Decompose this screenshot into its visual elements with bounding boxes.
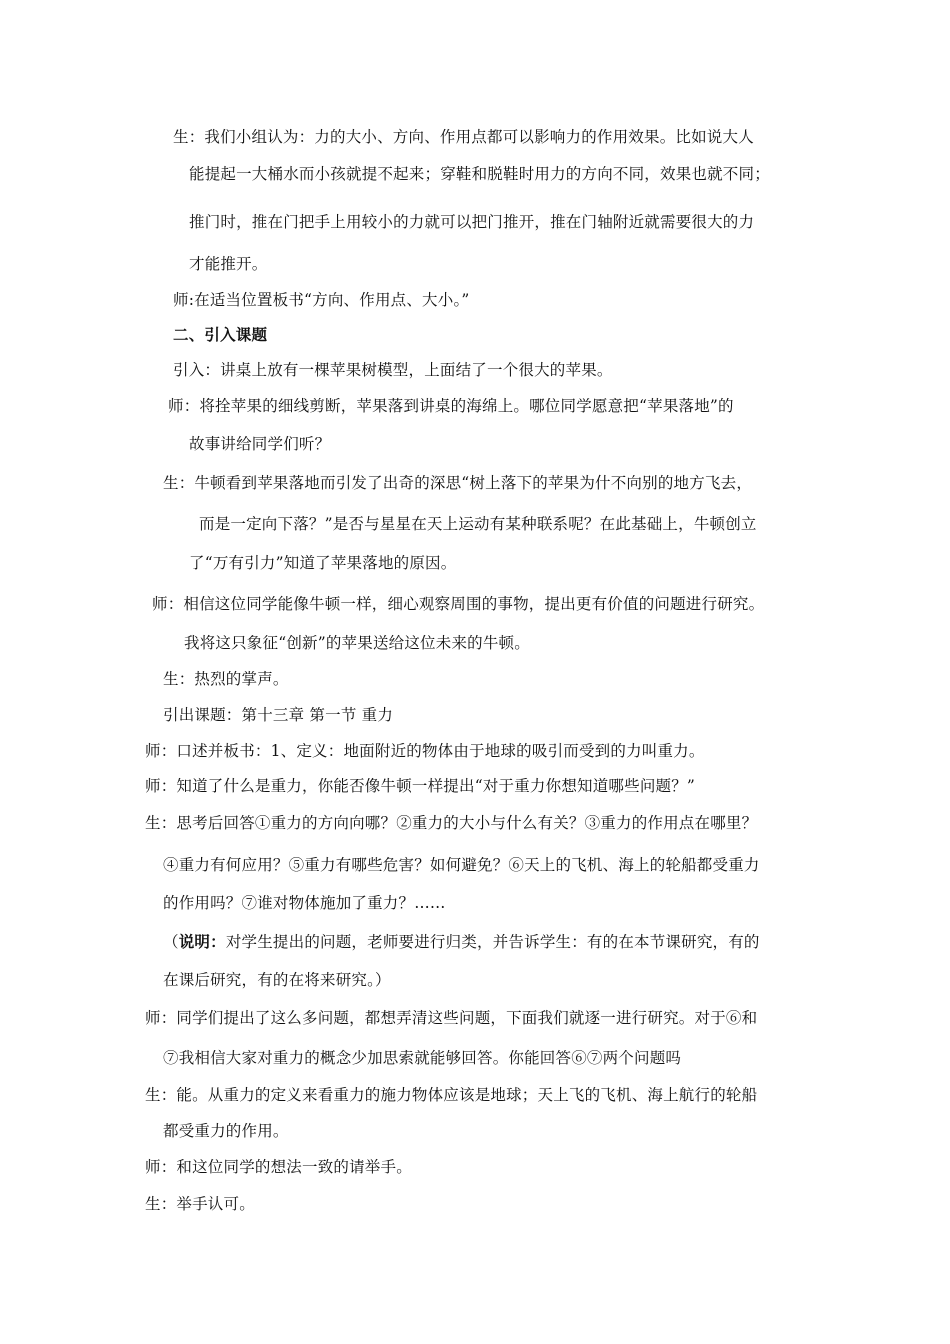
para-student-answer-4: 才能推开。 [189,255,268,273]
para-student-newton-1: 生：牛顿看到苹果落地而引发了出奇的深思“树上落下的苹果为什不向别的地方飞去， [163,474,753,492]
para-student-applause: 生：热烈的掌声。 [163,670,289,688]
para-intro: 引入：讲桌上放有一棵苹果树模型，上面结了一个很大的苹果。 [173,361,613,379]
section-heading: 二、引入课题 [173,325,268,344]
para-teacher-apple-1: 师：将拴苹果的细线剪断，苹果落到讲桌的海绵上。哪位同学愿意把“苹果落地”的 [168,397,734,415]
para-student-answer-3: 推门时，推在门把手上用较小的力就可以把门推开，推在门轴附近就需要很大的力 [189,213,755,231]
note-label: 说明： [178,932,226,951]
para-student-questions-3: 的作用吗？⑦谁对物体施加了重力？…… [163,894,446,912]
para-student-questions-2: ④重力有何应用？⑤重力有哪些危害？如何避免？⑥天上的飞机、海上的轮船都受重力 [163,856,760,874]
para-teacher-question: 师：知道了什么是重力，你能否像牛顿一样提出“对于重力你想知道哪些问题？” [145,777,696,795]
para-teacher-definition: 师：口述并板书：1、定义：地面附近的物体由于地球的吸引而受到的力叫重力。 [145,742,705,760]
para-teacher-research-2: ⑦我相信大家对重力的概念少加思索就能够回答。你能回答⑥⑦两个问题吗 [163,1049,682,1067]
para-teacher-research-1: 师：同学们提出了这么多问题，都想弄清这些问题，下面我们就逐一进行研究。对于⑥和 [145,1009,758,1027]
para-student-newton-2: 而是一定向下落？”是否与星星在天上运动有某种联系呢？在此基础上，牛顿创立 [199,515,757,533]
para-topic: 引出课题：第十三章 第一节 重力 [163,706,394,724]
para-student-raise-hands: 生：举手认可。 [145,1195,255,1213]
para-student-answer-1: 生：我们小组认为：力的大小、方向、作用点都可以影响力的作用效果。比如说大人 [173,128,754,146]
note-line-2: 在课后研究，有的在将来研究。） [163,971,391,989]
para-student-newton-3: 了“万有引力”知道了苹果落地的原因。 [189,554,457,572]
note-text: 对学生提出的问题，老师要进行归类，并告诉学生：有的在本节课研究，有的 [225,933,760,951]
para-student-questions-1: 生：思考后回答①重力的方向向哪？②重力的大小与什么有关？③重力的作用点在哪里？ [145,814,758,832]
note-line-1 [163,932,760,952]
para-teacher-board: 师:在适当位置板书“方向、作用点、大小。” [173,291,470,309]
note-open-paren: （ [163,933,179,951]
para-teacher-raise-hands: 师：和这位同学的想法一致的请举手。 [145,1158,412,1176]
para-teacher-believe-2: 我将这只象征“创新”的苹果送给这位未来的牛顿。 [184,634,530,652]
para-student-earth-2: 都受重力的作用。 [163,1122,289,1140]
para-teacher-believe-1: 师：相信这位同学能像牛顿一样，细心观察周围的事物，提出更有价值的问题进行研究。 [152,595,765,613]
para-student-earth-1: 生：能。从重力的定义来看重力的施力物体应该是地球；天上飞的飞机、海上航行的轮船 [145,1086,758,1104]
para-teacher-apple-2: 故事讲给同学们听？ [189,435,331,453]
para-student-answer-2: 能提起一大桶水而小孩就提不起来；穿鞋和脱鞋时用力的方向不同，效果也就不同； [189,165,770,183]
